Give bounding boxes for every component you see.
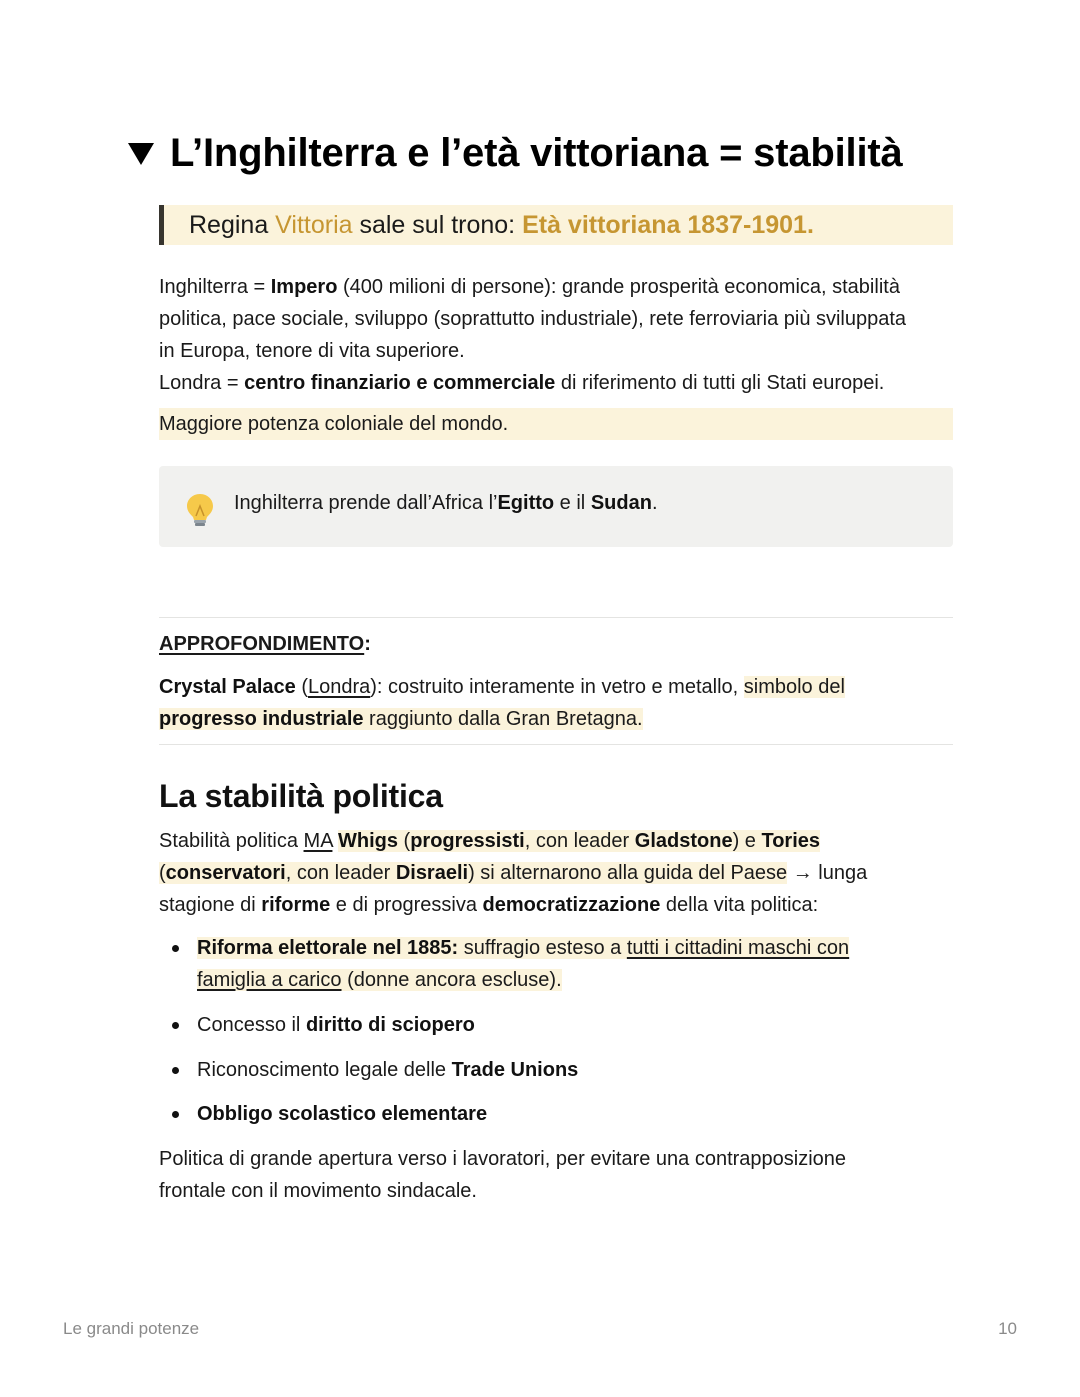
page-title: L’Inghilterra e l’età vittoriana = stabilità — [170, 131, 903, 175]
bold-progresso: progresso industriale — [159, 708, 364, 730]
quote-block — [159, 205, 953, 245]
bold-whigs: Whigs — [338, 830, 398, 852]
text-span: suffragio esteso a — [458, 937, 627, 959]
quote-vittoria: Vittoria — [275, 211, 353, 239]
bold-trade-unions: Trade Unions — [451, 1059, 579, 1081]
quote-part: sale sul trono: — [352, 211, 523, 239]
closing-line-1: Politica di grande apertura verso i lavoratori, per evitare una contrapposizione — [159, 1148, 847, 1170]
lightbulb-icon — [183, 492, 217, 528]
divider-top — [159, 617, 953, 618]
callout-box — [159, 466, 953, 547]
approfondimento-heading — [159, 628, 953, 660]
list-item-text — [197, 932, 849, 996]
intro-paragraph — [159, 271, 953, 399]
text-span: (400 milioni di persone): grande prosperità economica, stabilità — [337, 276, 900, 298]
text-span: ) e — [732, 830, 762, 852]
bullet-dot — [172, 1111, 179, 1118]
section-heading: La stabilità politica — [159, 778, 443, 814]
intro-line-4 — [159, 367, 953, 399]
footer-document-title: Le grandi potenze — [63, 1319, 200, 1338]
crystal-line-2 — [159, 703, 953, 735]
highlight-span: simbolo del — [743, 676, 845, 698]
politics-line-1 — [159, 825, 953, 857]
bold-centro: centro finanziario e commerciale — [244, 372, 556, 394]
crystal-line-1 — [159, 671, 953, 703]
quote-era: Età vittoriana 1837-1901. — [522, 211, 814, 239]
toggle-triangle-icon[interactable] — [128, 143, 154, 165]
closing-line-2: frontale con il movimento sindacale. — [159, 1180, 477, 1202]
bold-riforme: riforme — [261, 894, 331, 916]
closing-paragraph — [159, 1143, 953, 1207]
bold-progressisti: progressisti — [410, 830, 525, 852]
underlined-londra: Londra — [307, 676, 371, 698]
text-span: ( — [398, 830, 411, 852]
text-span: . — [651, 492, 658, 514]
footer-page-number: 10 — [998, 1319, 1017, 1338]
bold-sciopero: diritto di sciopero — [305, 1014, 475, 1036]
bold-sudan: Sudan — [590, 492, 652, 514]
bold-crystal-palace: Crystal Palace — [159, 676, 296, 698]
text-span: : — [364, 633, 371, 655]
bold-conservatori: conservatori — [165, 862, 286, 884]
text-span: Londra = — [159, 372, 245, 394]
text-span: Stabilità politica — [159, 830, 304, 852]
text-span: e il — [554, 492, 591, 514]
underlined-text: famiglia a carico — [197, 969, 342, 991]
list-item-text — [197, 1054, 578, 1086]
bold-egitto: Egitto — [497, 492, 555, 514]
text-span: stagione di — [159, 894, 262, 916]
text-span: ( — [295, 676, 308, 698]
approfondimento-title: APPROFONDIMENTO — [159, 633, 365, 655]
intro-line-1 — [159, 271, 953, 303]
toggle-heading[interactable] — [128, 128, 903, 178]
intro-line-3: in Europa, tenore di vita superiore. — [159, 340, 465, 362]
quote-bar — [159, 205, 164, 245]
text-span: della vita politica: — [660, 894, 819, 916]
text-span: Riconoscimento legale delle — [197, 1059, 452, 1081]
bold-democratizzazione: democratizzazione — [482, 894, 661, 916]
bold-gladstone: Gladstone — [634, 830, 733, 852]
politics-line-3 — [159, 889, 953, 921]
quote-text — [189, 209, 814, 241]
bullet-dot — [172, 945, 179, 952]
text-span: → lunga — [787, 862, 868, 884]
politics-paragraph — [159, 825, 953, 921]
bold-riforma: Riforma elettorale nel 1885: — [197, 937, 459, 959]
text-span: Inghilterra = — [159, 276, 271, 298]
divider-bottom — [159, 744, 953, 745]
text-span: Concesso il — [197, 1014, 306, 1036]
highlight-span: raggiunto dalla Gran Bretagna. — [363, 708, 643, 730]
bullet-dot — [172, 1022, 179, 1029]
underlined-text: tutti i cittadini maschi con — [626, 937, 850, 959]
bold-disraeli: Disraeli — [395, 862, 469, 884]
bold-impero: Impero — [270, 276, 338, 298]
text-span: , con leader — [285, 862, 396, 884]
text-span: , con leader — [524, 830, 635, 852]
list-item-text — [197, 1098, 487, 1130]
intro-line-2: politica, pace sociale, sviluppo (soprattutto industriale), rete ferroviaria più sviluppata — [159, 308, 907, 330]
quote-part: Regina — [189, 211, 276, 239]
underlined-ma: MA — [303, 830, 333, 852]
text-span: Inghilterra prende dall’Africa l’ — [234, 492, 498, 514]
crystal-palace-paragraph — [159, 671, 953, 735]
bold-obbligo: Obbligo scolastico elementare — [197, 1103, 488, 1125]
callout-text — [234, 487, 658, 519]
highlighted-line: Maggiore potenza coloniale del mondo. — [159, 408, 953, 440]
bullet-dot — [172, 1067, 179, 1074]
text-span: di riferimento di tutti gli Stati europei. — [555, 372, 885, 394]
text-span: e di progressiva — [330, 894, 483, 916]
text-span: ) si alternarono alla guida del Paese — [468, 862, 788, 884]
politics-line-2 — [159, 857, 953, 889]
bold-tories: Tories — [761, 830, 821, 852]
text-span: ( — [159, 862, 166, 884]
list-item-text — [197, 1009, 475, 1041]
text-span: ): costruito interamente in vetro e metallo, — [370, 676, 744, 698]
text-span: (donne ancora escluse). — [341, 969, 562, 991]
